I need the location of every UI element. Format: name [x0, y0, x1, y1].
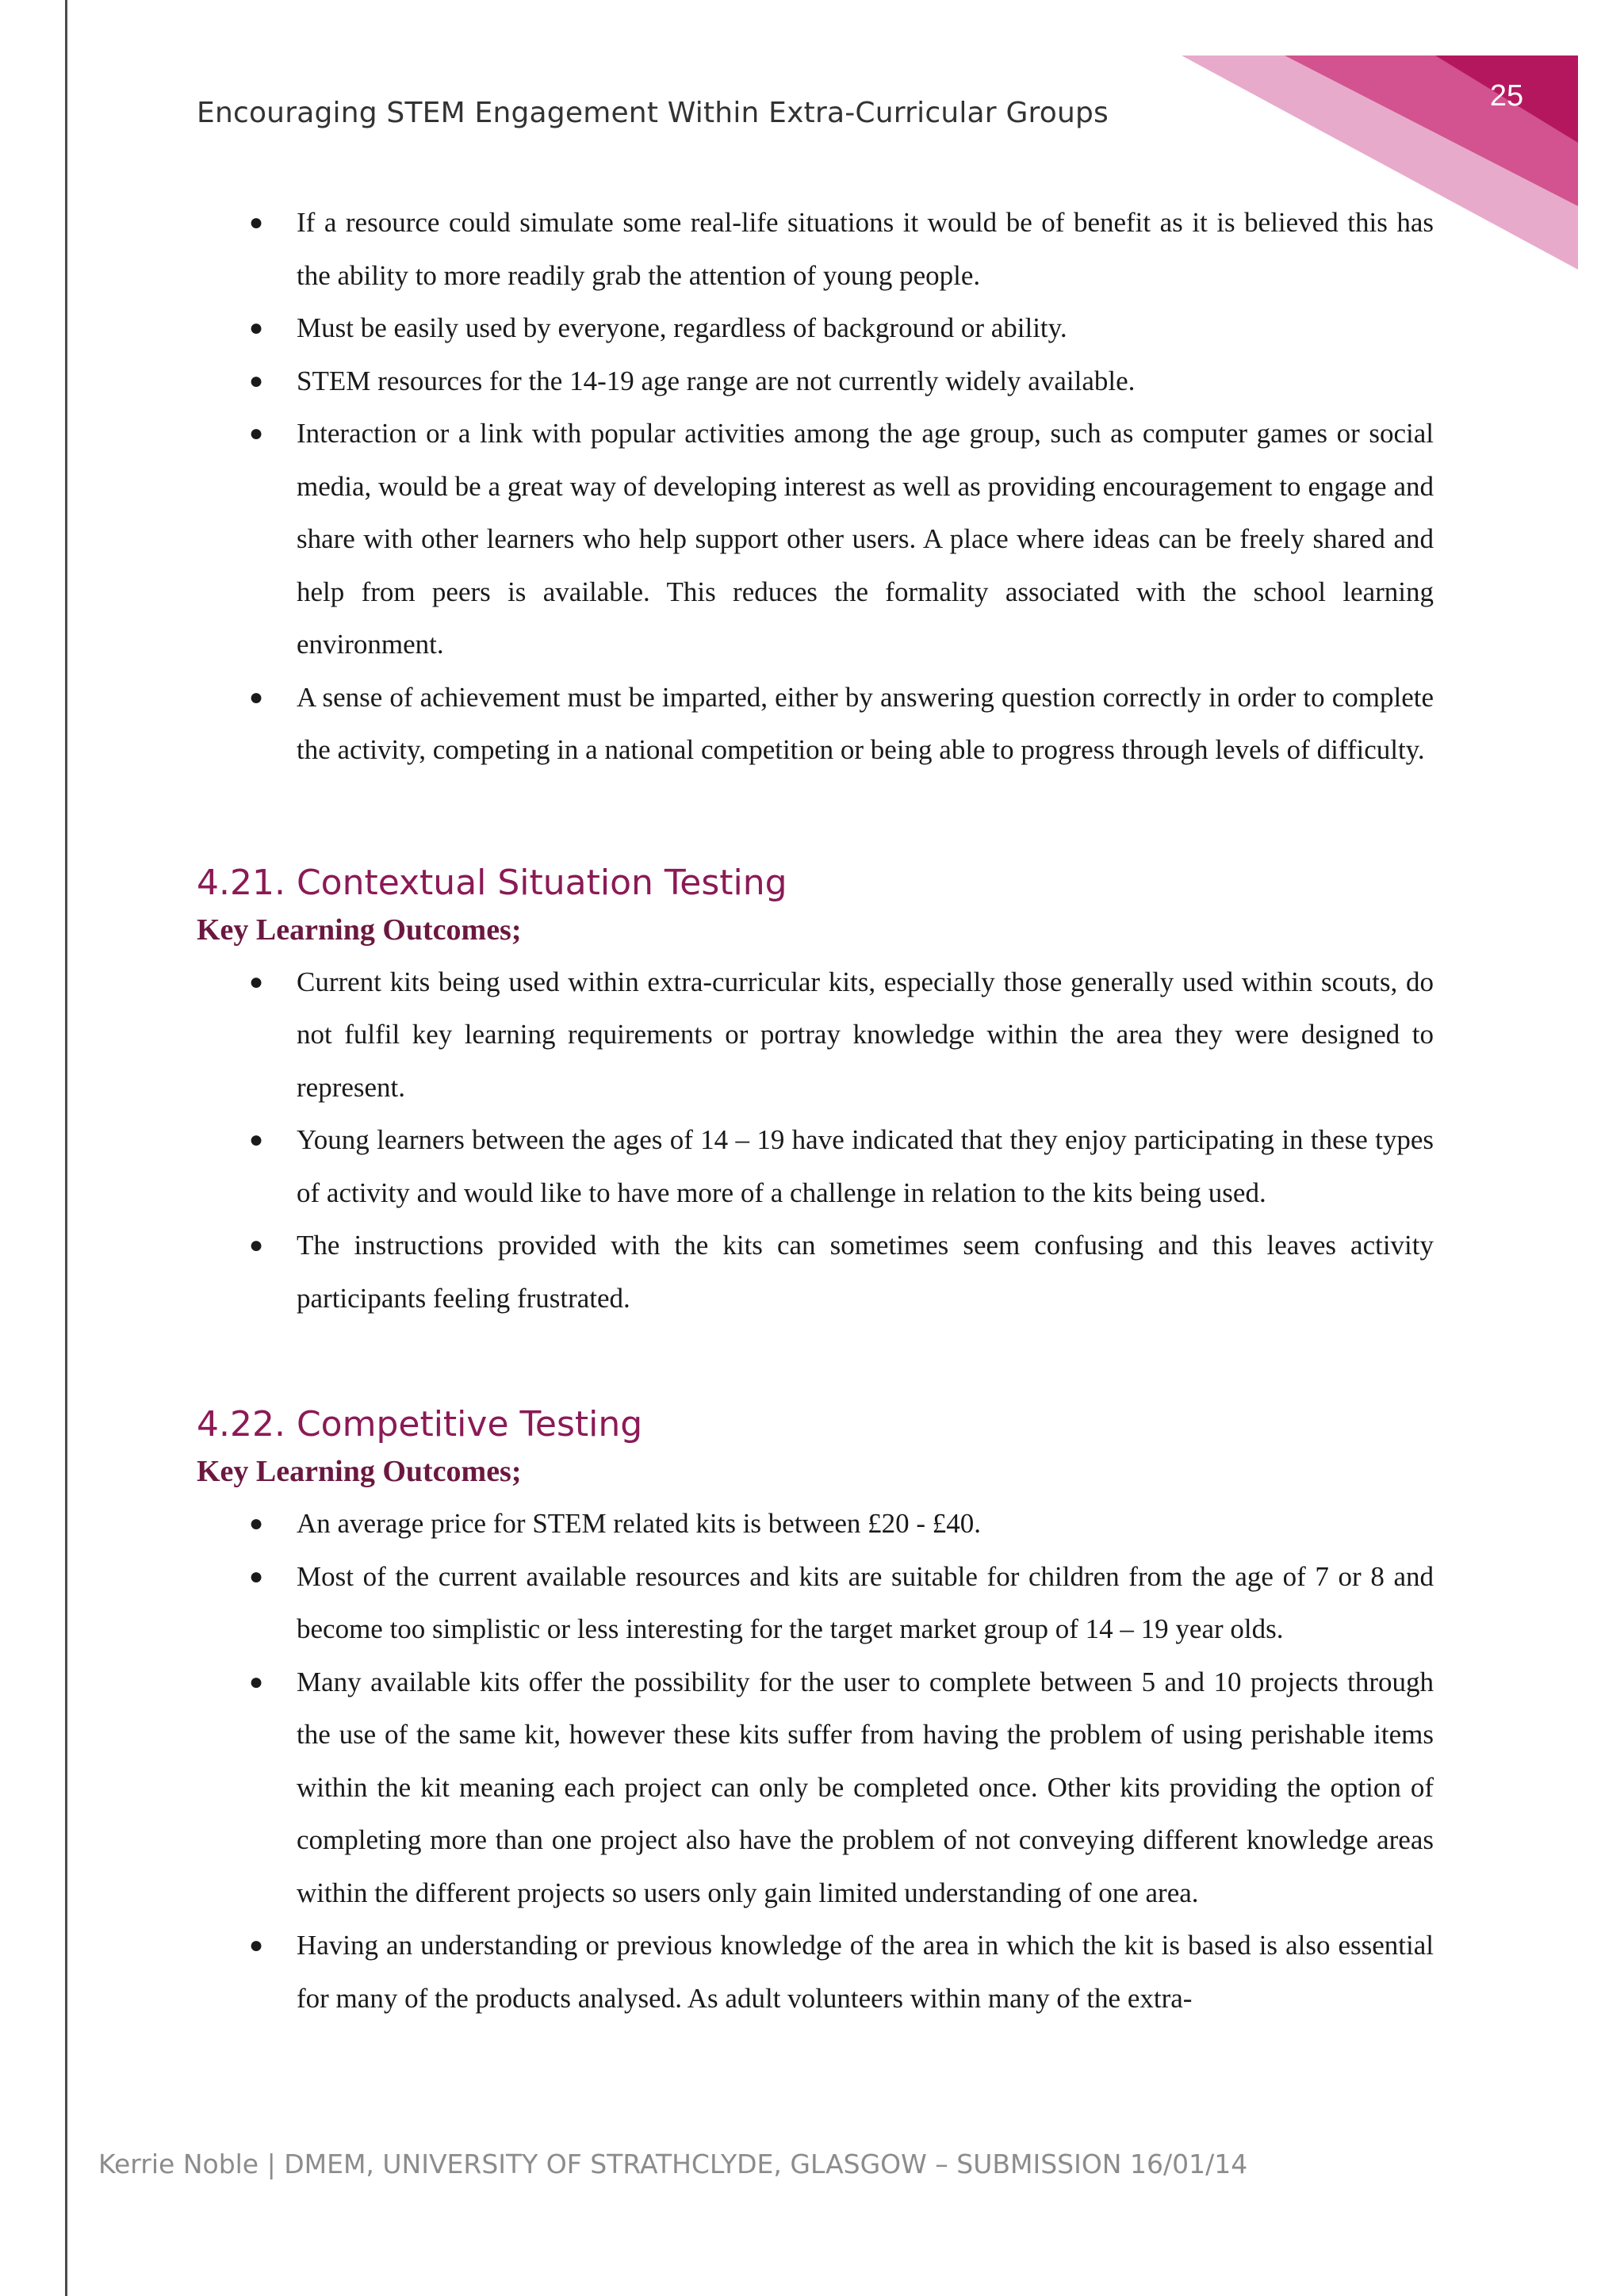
- key-outcomes-label: Key Learning Outcomes;: [197, 1455, 522, 1488]
- list-item: ● Most of the current available resources and kits are suitable for children from the age of 7 or 8 and become too simplistic or less interesting for the target market group of 14 – 19 year olds.: [197, 1551, 1434, 1656]
- bullet-icon: ●: [249, 1232, 264, 1258]
- bullet-icon: ●: [249, 1563, 264, 1590]
- list-item: ● Many available kits offer the possibility for the user to complete between 5 and 10 projects through the use of the same kit, however these kits suffer from having the problem of using perishable items within the kit meaning each project can only be completed once. Other kits providing the option of completing more than one project also have the problem of not conveying different knowledge areas within the different projects so users only gain limited understanding of one area.: [197, 1656, 1434, 1920]
- left-margin-rule: [65, 0, 67, 2296]
- section-heading-competitive: 4.22. Competitive Testing: [197, 1404, 643, 1445]
- bullet-icon: ●: [249, 1127, 264, 1153]
- bullet-icon: ●: [249, 367, 264, 394]
- bullet-icon: ●: [249, 315, 264, 341]
- list-item: ● Young learners between the ages of 14 – 19 have indicated that they enjoy participating in these types of activity and would like to have more of a challenge in relation to the kits being used.: [197, 1114, 1434, 1219]
- spacer: [197, 777, 1434, 859]
- bullet-icon: ●: [249, 209, 264, 235]
- bullet-icon: ●: [249, 1668, 264, 1695]
- list-item: ● The instructions provided with the kits can sometimes seem confusing and this leaves activity participants feeling frustrated.: [197, 1219, 1434, 1325]
- list-item: ● Having an understanding or previous knowledge of the area in which the kit is based is also essential for many of the products analysed. As adult volunteers within many of the extra-: [197, 1919, 1434, 2025]
- bullet-icon: ●: [249, 1510, 264, 1536]
- spacer: [197, 1325, 1434, 1401]
- list-item: ● If a resource could simulate some real-life situations it would be of benefit as it is believed this has the ability to more readily grab the attention of young people.: [197, 197, 1434, 302]
- intro-bullet-list: [197, 197, 1434, 777]
- page-number: 25: [1489, 79, 1524, 113]
- list-item: ● Current kits being used within extra-curricular kits, especially those generally used within scouts, do not fulfil key learning requirements or portray knowledge within the area they were designed to represent.: [197, 956, 1434, 1115]
- list-item: ● Must be easily used by everyone, regardless of background or ability.: [197, 302, 1434, 355]
- running-header: Encouraging STEM Engagement Within Extra-Curricular Groups: [197, 97, 1109, 129]
- section-heading-contextual: 4.21. Contextual Situation Testing: [197, 862, 787, 903]
- list-item: ● A sense of achievement must be imparted, either by answering question correctly in order to complete the activity, competing in a national competition or being able to progress through levels of difficulty.: [197, 672, 1434, 777]
- contextual-bullet-list: [197, 956, 1434, 1326]
- competitive-bullet-list: [197, 1498, 1434, 2025]
- bullet-icon: ●: [249, 420, 264, 446]
- list-item: ● An average price for STEM related kits is between £20 - £40.: [197, 1498, 1434, 1551]
- bullet-icon: ●: [249, 1932, 264, 1958]
- bullet-icon: ●: [249, 968, 264, 995]
- list-item: ● Interaction or a link with popular activities among the age group, such as computer games or social media, would be a great way of developing interest as well as providing encouragement to engage and share with other learners who help support other users. A place where ideas can be freely shared and help from peers is available. This reduces the formality associated with the school learning environment.: [197, 408, 1434, 672]
- key-outcomes-label: Key Learning Outcomes;: [197, 913, 522, 947]
- list-item: ● STEM resources for the 14-19 age range are not currently widely available.: [197, 355, 1434, 408]
- document-body: [197, 197, 1434, 2025]
- page-footer: Kerrie Noble | DMEM, UNIVERSITY OF STRATHCLYDE, GLASGOW – SUBMISSION 16/01/14: [98, 2149, 1248, 2179]
- bullet-icon: ●: [249, 683, 264, 710]
